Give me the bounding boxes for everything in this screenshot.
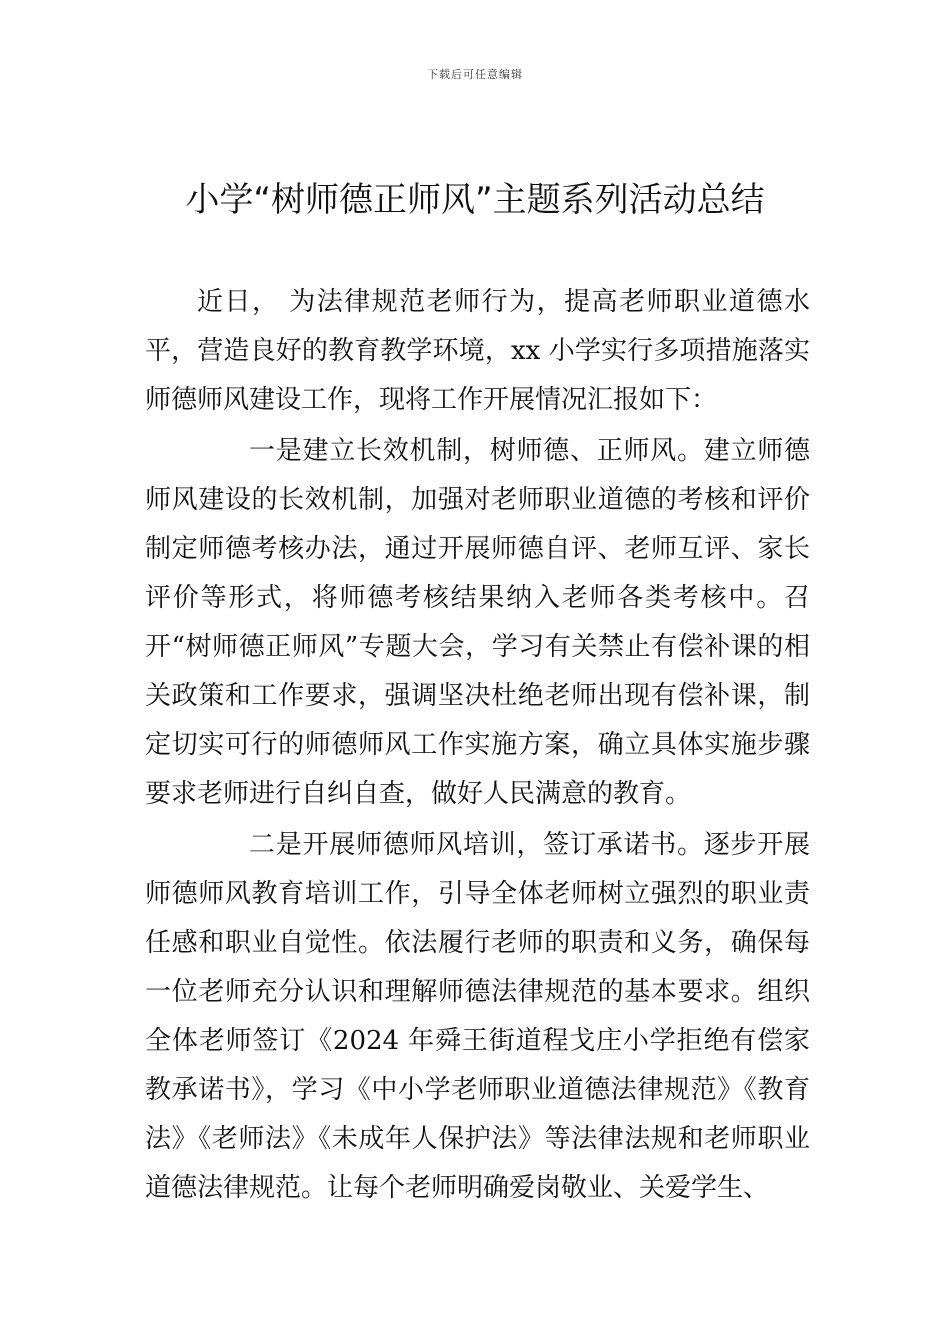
paragraph-point-one: 一是建立长效机制，树师德、正师风。建立师德师风建设的长效机制，加强对老师职业道德的考核和评价制定师德考核办法，通过开展师德自评、老师互评、家长评价等形式，将师德考核结果纳入老师各类考核中。召开“树师德正师风”专题大会，学习有关禁止有偿补课的相关政策和工作要求，强调坚决杜绝老师出现有偿补课，制定切实可行的师德师风工作实施方案，确立具体实施步骤要求老师进行自纠自查，做好人民满意的教育。 <box>145 436 810 809</box>
paragraph-intro: 近日， 为法律规范老师行为，提高老师职业道德水平，营造良好的教育教学环境，xx 小学实行多项措施落实师德师风建设工作，现将工作开展情况汇报如下： <box>145 287 810 415</box>
header-note: 下载后可任意编辑 <box>427 68 523 81</box>
paragraph-point-two: 二是开展师德师风培训，签订承诺书。逐步开展师德师风教育培训工作，引导全体老师树立强烈的职业责任感和职业自觉性。依法履行老师的职责和义务，确保每一位老师充分认识和理解师德法律规范的基本要求。组织全体老师签订《2024 年舜王街道程戈庄小学拒绝有偿家教承诺书》，学习《中小学老师职业道德法律规范》《教育法》《老师法》《未成年人保护法》等法律法规和老师职业道德法律规范。让每个老师明确爱岗敬业、关爱学生、 <box>145 830 810 1203</box>
document-body <box>145 278 810 1213</box>
document-title: 小学“树师德正师风”主题系列活动总结 <box>185 180 765 220</box>
